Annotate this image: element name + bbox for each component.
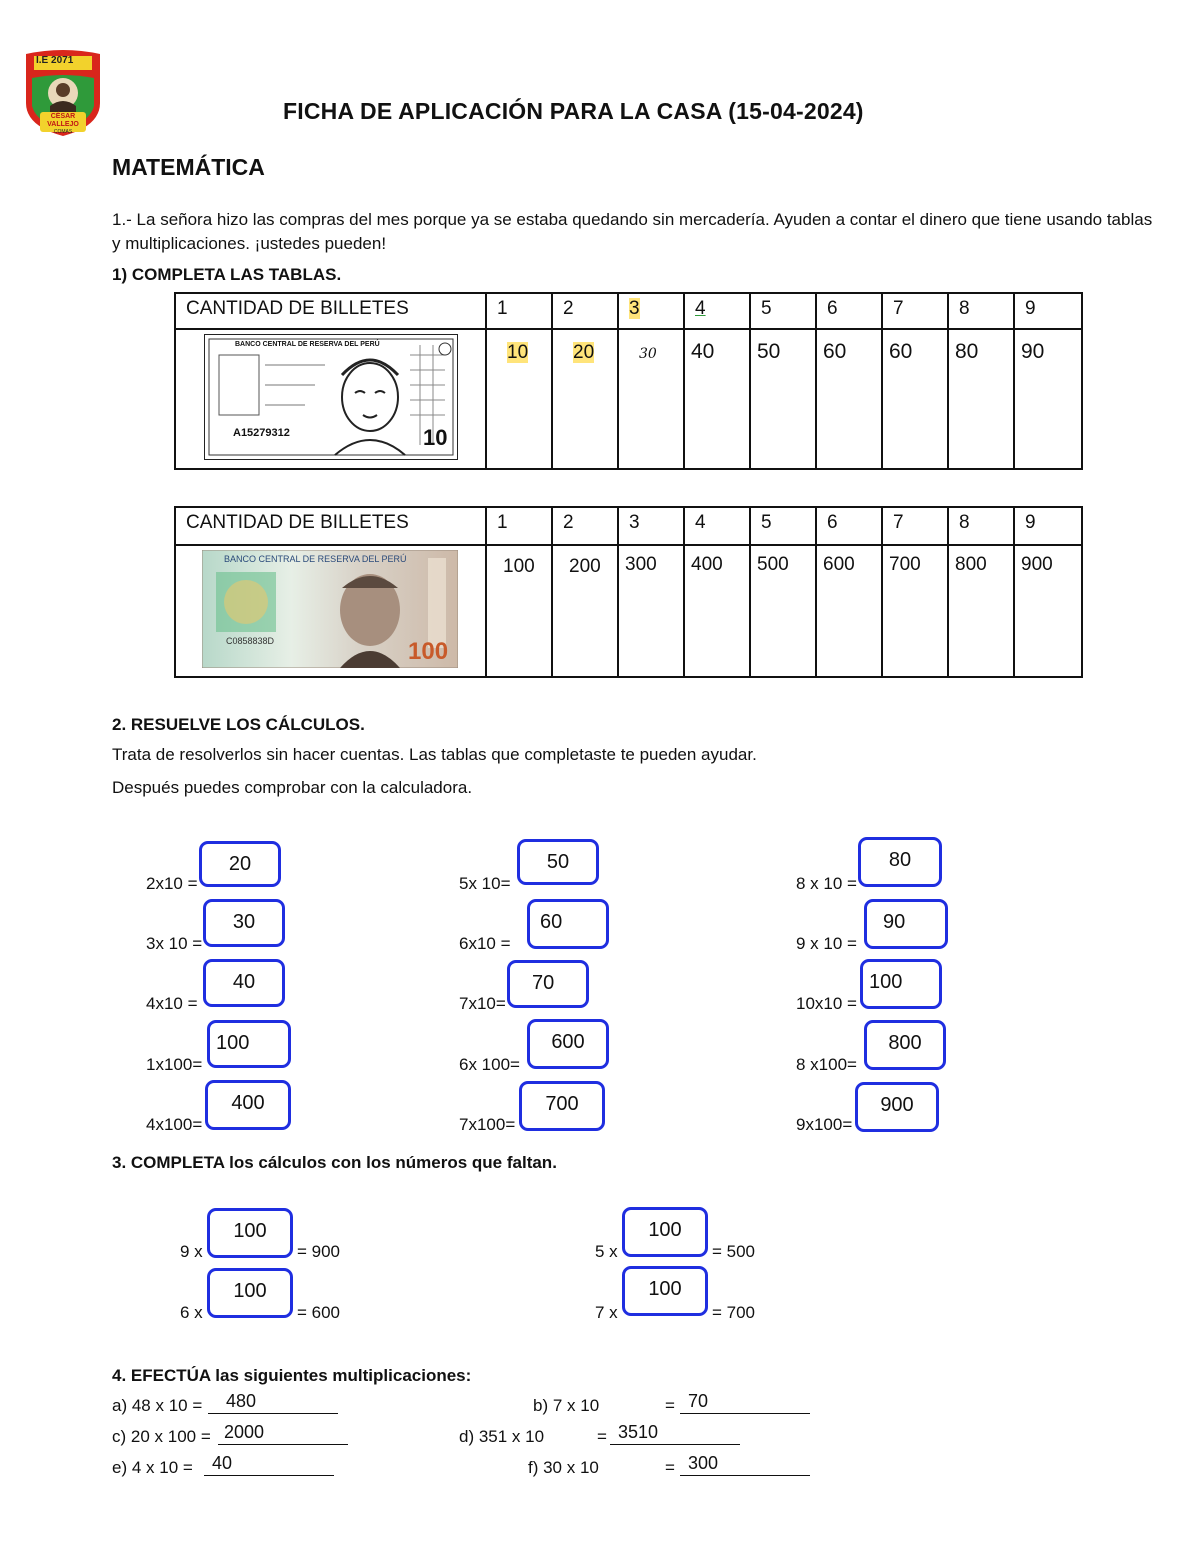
bill-image-cell [175, 329, 486, 469]
calc-label: 6x10 = [459, 934, 511, 953]
answer-box: 100 [207, 1268, 293, 1318]
value-cell: 80 [948, 329, 1014, 469]
count-cell: 5 [750, 293, 816, 329]
bill-table-10 [174, 292, 1083, 470]
value-cell: 90 [1014, 329, 1082, 469]
answer-box: 400 [205, 1080, 291, 1130]
logo-name: CÉSAR VALLEJO [47, 113, 79, 128]
calc-label: 5 x [595, 1242, 618, 1261]
count-cell: 1 [486, 507, 552, 545]
answer-box: 70 [507, 960, 589, 1008]
value-cell: 200 [552, 545, 618, 677]
value-cell: 10 [486, 329, 552, 469]
bill-table-100 [174, 506, 1083, 678]
answer-box: 600 [527, 1019, 609, 1069]
bill-denomination: 100 [408, 638, 449, 665]
answer-line: 300 [680, 1454, 810, 1476]
count-cell: 7 [882, 507, 948, 545]
count-cell: 9 [1014, 507, 1082, 545]
logo-place: COMAS [53, 129, 73, 135]
value-cell: 30 [618, 329, 684, 469]
bill-serial: A15279312 [233, 427, 290, 439]
count-cell: 6 [816, 507, 882, 545]
value-cell: 100 [486, 545, 552, 677]
answer-line: 3510 [610, 1423, 740, 1445]
subject-heading: MATEMÁTICA [112, 154, 265, 180]
bill-100-image [202, 550, 458, 668]
count-cell: 7 [882, 293, 948, 329]
count-cell: 9 [1014, 293, 1082, 329]
count-cell: 2 [552, 507, 618, 545]
answer-box: 800 [864, 1020, 946, 1070]
count-cell: 1 [486, 293, 552, 329]
calc-label: 2x10 = [146, 874, 198, 893]
answer-box: 900 [855, 1082, 939, 1132]
school-logo [20, 48, 106, 138]
calc-label: 8 x100= [796, 1055, 857, 1074]
count-cell: 3 [618, 293, 684, 329]
calc-label: 7 x [595, 1303, 618, 1322]
exercise-label: e) 4 x 10 = [112, 1458, 193, 1477]
bill-serial: C0858838D [226, 636, 275, 646]
intro-text: 1.- La señora hizo las compras del mes porque ya se estaba quedando sin mercadería. Ayuden a contar el dinero que tiene usando tablas y multiplicaciones. ¡ustedes pueden! [112, 210, 1153, 253]
exercise-equals: = [597, 1427, 607, 1446]
bill-denomination: 10 [423, 425, 448, 450]
value-cell: 300 [618, 545, 684, 677]
answer-line: 480 [208, 1392, 338, 1414]
answer-box: 20 [199, 841, 281, 887]
bill-image-cell [175, 545, 486, 677]
value-cell: 50 [750, 329, 816, 469]
answer-line: 40 [204, 1454, 334, 1476]
answer-box: 100 [622, 1266, 708, 1316]
calc-label: 7x100= [459, 1115, 516, 1134]
count-cell: 8 [948, 507, 1014, 545]
answer-box: 700 [519, 1081, 605, 1131]
answer-box: 100 [207, 1208, 293, 1258]
calc-label: 6 x [180, 1303, 203, 1322]
answer-box: 30 [203, 899, 285, 947]
value-cell: 400 [684, 545, 750, 677]
page-title: FICHA DE APLICACIÓN PARA LA CASA (15-04-2024) [283, 98, 864, 124]
table-header-label: CANTIDAD DE BILLETES [175, 293, 486, 329]
count-cell: 3 [618, 507, 684, 545]
answer-box: 60 [527, 899, 609, 949]
answer-line: 70 [680, 1392, 810, 1414]
calc-result: = 600 [297, 1303, 341, 1322]
bill-10-image [204, 334, 458, 460]
calc-label: 3x 10 = [146, 934, 203, 953]
answer-box: 80 [858, 837, 942, 887]
calc-label: 6x 100= [459, 1055, 520, 1074]
count-cell: 2 [552, 293, 618, 329]
value-cell: 60 [816, 329, 882, 469]
calc-label: 8 x 10 = [796, 874, 857, 893]
value-cell: 600 [816, 545, 882, 677]
exercise-label: a) 48 x 10 = [112, 1396, 203, 1415]
count-cell: 4 [684, 507, 750, 545]
section2-heading: 2. RESUELVE LOS CÁLCULOS. [112, 715, 365, 734]
bill-bank-text: BANCO CENTRAL DE RESERVA DEL PERÚ [224, 554, 407, 564]
calc-result: = 900 [297, 1242, 341, 1261]
answer-line: 2000 [218, 1423, 348, 1445]
answer-box: 100 [207, 1020, 291, 1068]
answer-box: 100 [860, 959, 942, 1009]
count-cell: 6 [816, 293, 882, 329]
value-cell: 800 [948, 545, 1014, 677]
value-cell: 40 [684, 329, 750, 469]
answer-box: 50 [517, 839, 599, 885]
calc-result: = 700 [712, 1303, 756, 1322]
calc-label: 4x100= [146, 1115, 203, 1134]
bill-bank-text: BANCO CENTRAL DE RESERVA DEL PERÚ [235, 341, 380, 348]
section4-heading: 4. EFECTÚA las siguientes multiplicaciones: [112, 1366, 472, 1385]
calc-label: 9x100= [796, 1115, 853, 1134]
answer-box: 90 [864, 899, 948, 949]
count-cell: 4 [684, 293, 750, 329]
calc-label: 4x10 = [146, 994, 198, 1013]
section1-heading: 1) COMPLETA LAS TABLAS. [112, 265, 342, 284]
answer-box: 40 [203, 959, 285, 1007]
calc-label: 1x100= [146, 1055, 203, 1074]
exercise-label: f) 30 x 10 [528, 1458, 599, 1477]
value-cell: 500 [750, 545, 816, 677]
value-cell: 20 [552, 329, 618, 469]
exercise-equals: = [665, 1458, 675, 1477]
exercise-label: d) 351 x 10 [459, 1427, 545, 1446]
exercise-label: c) 20 x 100 = [112, 1427, 211, 1446]
calc-label: 9 x [180, 1242, 203, 1261]
logo-top-text: I.E 2071 [36, 55, 74, 66]
calc-label: 7x10= [459, 994, 506, 1013]
count-cell: 5 [750, 507, 816, 545]
count-cell: 8 [948, 293, 1014, 329]
calc-label: 10x10 = [796, 994, 857, 1013]
section2-line1: Trata de resolverlos sin hacer cuentas. Las tablas que completaste te pueden ayudar. [112, 745, 757, 764]
calc-label: 5x 10= [459, 874, 511, 893]
answer-box: 100 [622, 1207, 708, 1257]
value-cell: 700 [882, 545, 948, 677]
value-cell: 60 [882, 329, 948, 469]
calc-label: 9 x 10 = [796, 934, 857, 953]
table-header-label: CANTIDAD DE BILLETES [175, 507, 486, 545]
exercise-equals: = [665, 1396, 675, 1415]
value-cell: 900 [1014, 545, 1082, 677]
exercise-label: b) 7 x 10 [533, 1396, 600, 1415]
section2-line2: Después puedes comprobar con la calculadora. [112, 778, 473, 797]
section3-heading: 3. COMPLETA los cálculos con los números que faltan. [112, 1153, 557, 1172]
calc-result: = 500 [712, 1242, 756, 1261]
